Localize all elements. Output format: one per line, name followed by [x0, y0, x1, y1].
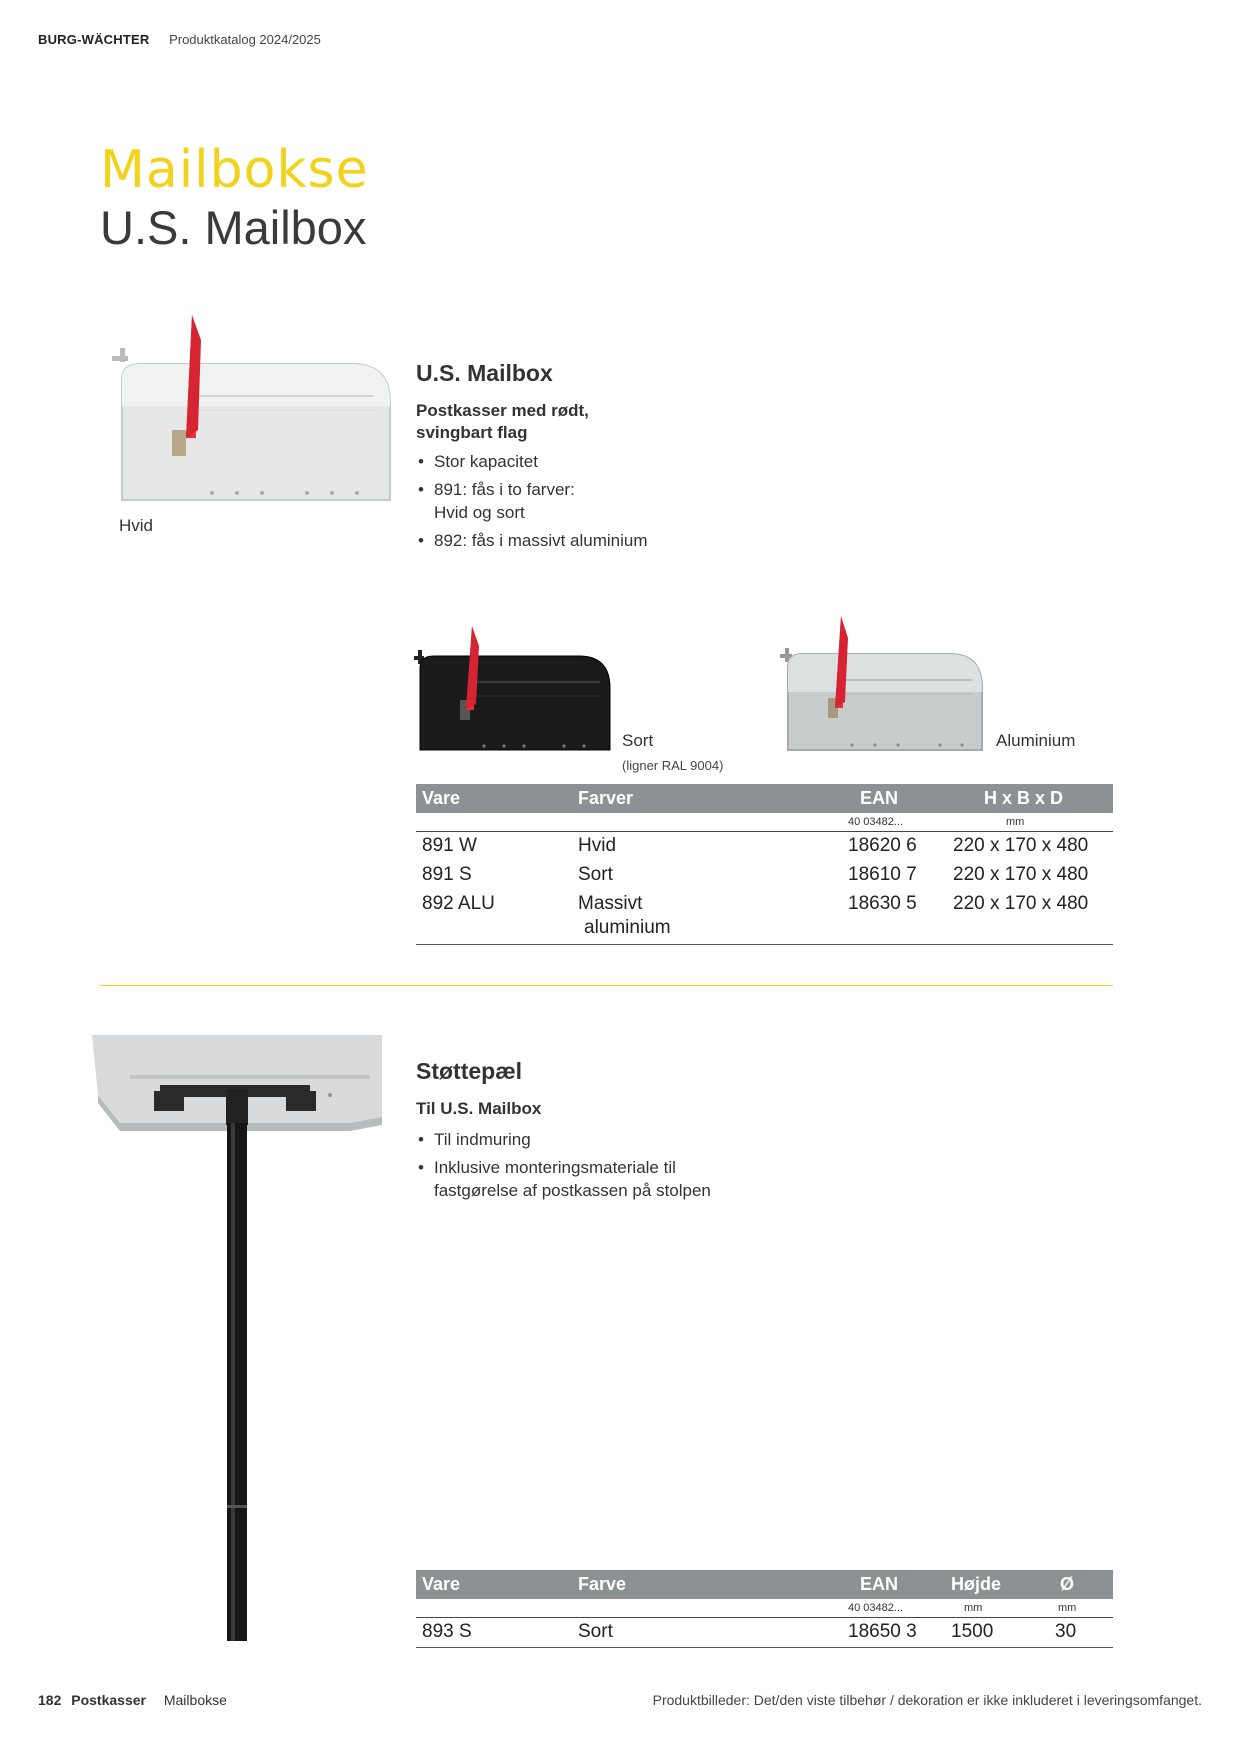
col-header-color: Farve — [578, 1574, 627, 1594]
product-subtitle — [416, 400, 589, 444]
table-bottom-rule — [416, 1647, 1113, 1648]
footer-disclaimer: Produktbilleder: Det/den viste tilbehør / dekoration er ikke inkluderet i leveringsomfanget. — [652, 1692, 1202, 1708]
feature-item-continuation: fastgørelse af postkassen på stolpen — [434, 1181, 711, 1200]
cell-item: 891 S — [422, 864, 472, 885]
feature-item: • 892: fås i massivt aluminium — [416, 529, 648, 552]
table-header — [416, 784, 1113, 813]
black-caption-note: (ligner RAL 9004) — [622, 758, 724, 773]
unit-height: mm — [964, 1602, 983, 1614]
footer-subsection: Mailbokse — [163, 1692, 227, 1708]
black-mailbox-image — [414, 616, 614, 756]
accessory-table — [416, 1570, 1113, 1648]
cell-ean: 18610 7 — [848, 864, 917, 885]
feature-item: • Inklusive monteringsmateriale til — [416, 1156, 711, 1179]
white-caption: Hvid — [119, 516, 154, 535]
table-units-row — [416, 813, 1113, 832]
col-header-ean: EAN — [860, 1574, 899, 1594]
col-header-item: Vare — [422, 1574, 461, 1594]
col-header-item: Vare — [422, 788, 461, 808]
unit-diameter: mm — [1058, 1602, 1077, 1614]
feature-item: • Stor kapacitet — [416, 450, 648, 473]
cell-item: 891 W — [422, 835, 477, 856]
table-row — [416, 861, 1113, 890]
black-caption: Sort — [622, 731, 654, 750]
cell-diameter: 30 — [1055, 1621, 1077, 1642]
cell-color-line2: aluminium — [584, 917, 671, 938]
page-header — [38, 32, 321, 47]
cell-height: 1500 — [951, 1621, 994, 1642]
product-subtitle-line1: Postkasser med rødt, — [416, 401, 589, 420]
support-post-image — [90, 1035, 390, 1645]
feature-item-continuation: Hvid og sort — [434, 503, 525, 522]
unit-dims: mm — [1006, 816, 1025, 828]
category-title: Mailbokse — [100, 140, 369, 200]
cell-item: 893 S — [422, 1621, 472, 1642]
feature-item: • Til indmuring — [416, 1128, 711, 1151]
footer-section: Postkasser — [71, 1692, 146, 1708]
accessory-subtitle: Til U.S. Mailbox — [416, 1099, 542, 1118]
section-divider — [100, 985, 1113, 986]
cell-item: 892 ALU — [422, 893, 495, 914]
page-footer — [38, 1692, 227, 1708]
accessory-heading: Støttepæl — [416, 1058, 523, 1084]
aluminium-mailbox-image — [780, 610, 990, 755]
col-header-diameter: Ø — [1060, 1574, 1075, 1594]
cell-ean: 18630 5 — [848, 893, 917, 914]
product-subtitle-line2: svingbart flag — [416, 423, 528, 442]
cell-ean: 18620 6 — [848, 835, 917, 856]
col-header-dims: H x B x D — [984, 788, 1064, 808]
cell-dims: 220 x 170 x 480 — [953, 864, 1089, 885]
table-units-row — [416, 1599, 1113, 1618]
catalog-name: Produktkatalog 2024/2025 — [169, 32, 321, 47]
aluminium-caption: Aluminium — [996, 731, 1076, 750]
unit-ean: 40 03482... — [848, 1602, 904, 1614]
product-line-title: U.S. Mailbox — [100, 201, 367, 254]
cell-dims: 220 x 170 x 480 — [953, 893, 1089, 914]
table-bottom-rule — [416, 944, 1113, 945]
page-number: 182 — [38, 1692, 62, 1708]
cell-color: Sort — [578, 1621, 613, 1642]
feature-list — [416, 450, 648, 557]
product-table — [416, 784, 1113, 945]
accessory-feature-list — [416, 1128, 711, 1202]
brand-name: BURG-WÄCHTER — [38, 32, 150, 47]
cell-dims: 220 x 170 x 480 — [953, 835, 1089, 856]
cell-ean: 18650 3 — [848, 1621, 917, 1642]
white-mailbox-image — [112, 310, 407, 510]
cell-color: Massivt — [578, 893, 643, 914]
product-heading: U.S. Mailbox — [416, 360, 553, 386]
table-header — [416, 1570, 1113, 1599]
cell-color: Sort — [578, 864, 613, 885]
cell-color: Hvid — [578, 835, 617, 856]
unit-ean: 40 03482... — [848, 816, 904, 828]
col-header-color: Farver — [578, 788, 634, 808]
col-header-height: Højde — [951, 1574, 1002, 1594]
feature-item: • 891: fås i to farver: — [416, 478, 648, 501]
col-header-ean: EAN — [860, 788, 899, 808]
table-row — [416, 890, 1113, 944]
table-row — [416, 832, 1113, 861]
table-row — [416, 1618, 1113, 1647]
